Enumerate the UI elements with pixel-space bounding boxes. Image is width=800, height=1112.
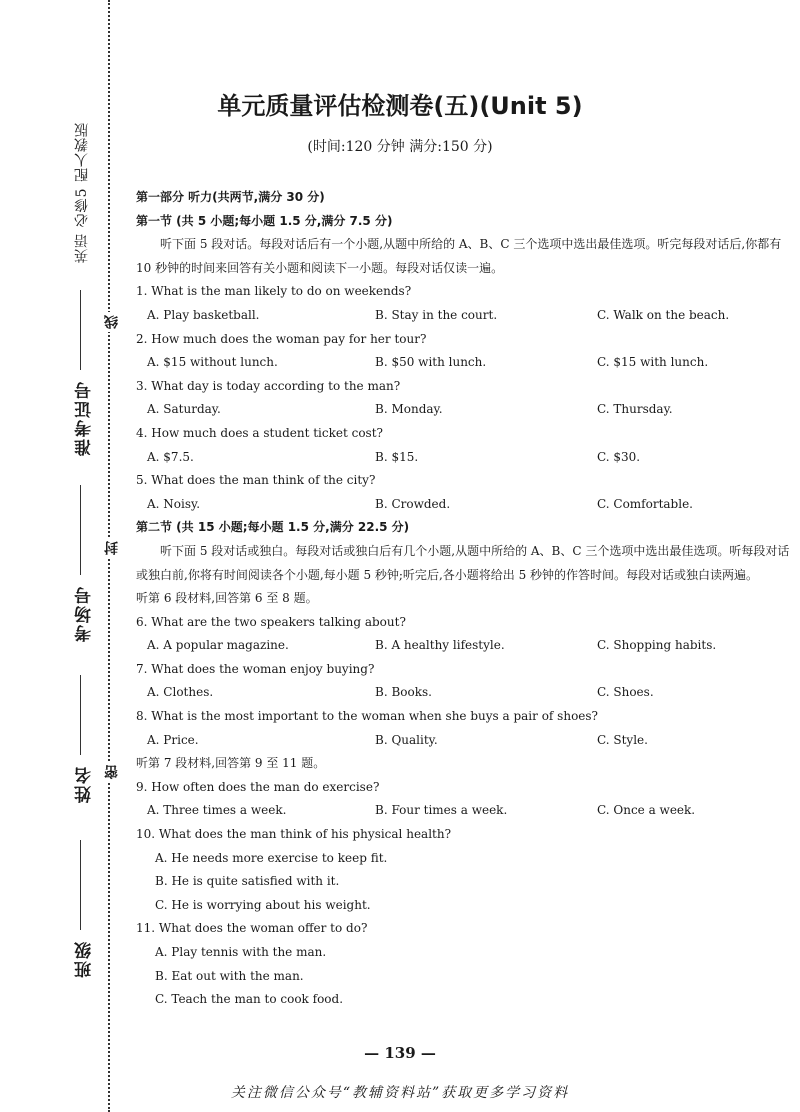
page-title: 单元质量评估检测卷(五)(Unit 5) — [217, 92, 583, 120]
section2-title: 第二节 (共 15 小题;每小题 1.5 分,满分 22.5 分) — [136, 520, 410, 535]
option-a: A. Play basketball. — [147, 307, 260, 322]
option-a: A. Play tennis with the man. — [155, 945, 327, 959]
section1-title: 第一节 (共 5 小题;每小题 1.5 分,满分 7.5 分) — [136, 213, 393, 228]
option-c: C. Shopping habits. — [597, 638, 717, 653]
fold-mark-secret: 密 — [102, 762, 116, 782]
section1-instructions: 听下面 5 段对话。每段对话后有一个小题,从题中所给的 A、B、C 三个选项中选出最佳选项。听完每段对话后,你都有 10 秒钟的时间来回答有关小题和阅读下一小题。每段对话仅读一遍。 — [136, 237, 782, 275]
option-c: C. Shoes. — [597, 685, 654, 700]
option-b: B. Books. — [375, 685, 432, 700]
question-8: 8. What is the most important to the woman when she buys a pair of shoes? — [136, 709, 598, 724]
question-5-options — [136, 493, 790, 517]
exam-content — [136, 186, 790, 1012]
question-3: 3. What day is today according to the man? — [136, 378, 401, 393]
question-7: 7. What does the woman enjoy buying? — [136, 661, 375, 676]
side-field-room-number: 考场号 — [75, 585, 95, 642]
exam-number-blank — [80, 290, 81, 370]
option-b: B. $15. — [375, 449, 419, 464]
fold-mark-line: 线 — [102, 312, 116, 332]
question-1-options — [136, 304, 790, 328]
option-a: A. He needs more exercise to keep fit. — [155, 850, 388, 865]
option-c: C. Walk on the beach. — [597, 307, 730, 322]
question-9-options — [136, 799, 790, 823]
option-b: B. Stay in the court. — [375, 307, 498, 322]
name-blank — [80, 675, 81, 755]
question-11: 11. What does the woman offer to do? — [136, 921, 368, 936]
option-b: B. Quality. — [375, 732, 438, 747]
option-a: A. $15 without lunch. — [147, 355, 278, 370]
side-field-class: 班级 — [75, 940, 95, 978]
option-c: C. $15 with lunch. — [597, 355, 709, 370]
side-field-name: 姓名 — [75, 765, 95, 803]
option-b: B. $50 with lunch. — [375, 355, 487, 370]
option-a: A. Noisy. — [147, 496, 201, 511]
material-6-note: 听第 6 段材料,回答第 6 至 8 题。 — [136, 591, 318, 606]
option-a: A. A popular magazine. — [147, 638, 289, 653]
question-9: 9. How often does the man do exercise? — [136, 779, 380, 794]
page-number: — 139 — — [364, 1044, 436, 1062]
part1-title: 第一部分 听力(共两节,满分 30 分) — [136, 190, 325, 204]
class-blank — [80, 840, 81, 930]
option-c: C. Teach the man to cook food. — [155, 992, 344, 1007]
question-3-options — [136, 398, 790, 422]
question-4: 4. How much does a student ticket cost? — [136, 425, 383, 440]
question-5: 5. What does the man think of the city? — [136, 473, 376, 488]
option-a: A. Clothes. — [147, 685, 214, 700]
option-a: A. Price. — [147, 732, 199, 747]
material-7-note: 听第 7 段材料,回答第 9 至 11 题。 — [136, 756, 326, 771]
option-c: C. Thursday. — [597, 402, 673, 417]
footer-note: 关注微信公众号“教辅资料站”获取更多学习资料 — [230, 1085, 570, 1101]
question-6: 6. What are the two speakers talking about? — [136, 614, 406, 629]
side-subject-label: 英语 必修5 配人教版 — [74, 122, 90, 263]
option-b: B. He is quite satisfied with it. — [155, 874, 340, 889]
option-b: B. Crowded. — [375, 496, 451, 511]
option-a: A. Saturday. — [147, 402, 221, 417]
option-c: C. He is worrying about his weight. — [155, 897, 371, 912]
question-1: 1. What is the man likely to do on weekends? — [136, 284, 412, 299]
question-2: 2. How much does the woman pay for her tour? — [136, 331, 427, 346]
question-4-options — [136, 446, 790, 470]
option-a: A. $7.5. — [147, 449, 194, 464]
option-b: B. Four times a week. — [375, 803, 508, 818]
option-b: B. Monday. — [375, 402, 443, 417]
option-c: C. Style. — [597, 732, 648, 747]
option-c: C. $30. — [597, 449, 641, 464]
question-8-options — [136, 729, 790, 753]
question-10: 10. What does the man think of his physical health? — [136, 827, 452, 842]
page-subtitle: (时间:120 分钟 满分:150 分) — [307, 139, 493, 155]
question-7-options — [136, 681, 790, 705]
side-field-exam-number: 准考证号 — [75, 380, 95, 456]
option-c: C. Once a week. — [597, 803, 696, 818]
option-a: A. Three times a week. — [147, 803, 287, 818]
room-number-blank — [80, 485, 81, 575]
section2-instructions: 听下面 5 段对话或独白。每段对话或独白后有几个小题,从题中所给的 A、B、C 三个选项中选出最佳选项。听每段对话或独白前,你将有时间阅读各个小题,每小题 5 秒钟;听完后,各小题将给出 5 秒钟的作答时间。每段对话或独白读两遍。 — [136, 543, 790, 582]
option-c: C. Comfortable. — [597, 496, 693, 511]
question-6-options — [136, 634, 790, 658]
option-b: B. Eat out with the man. — [155, 968, 304, 983]
fold-mark-seal: 封 — [102, 538, 116, 558]
question-2-options — [136, 351, 790, 375]
option-b: B. A healthy lifestyle. — [375, 638, 505, 653]
